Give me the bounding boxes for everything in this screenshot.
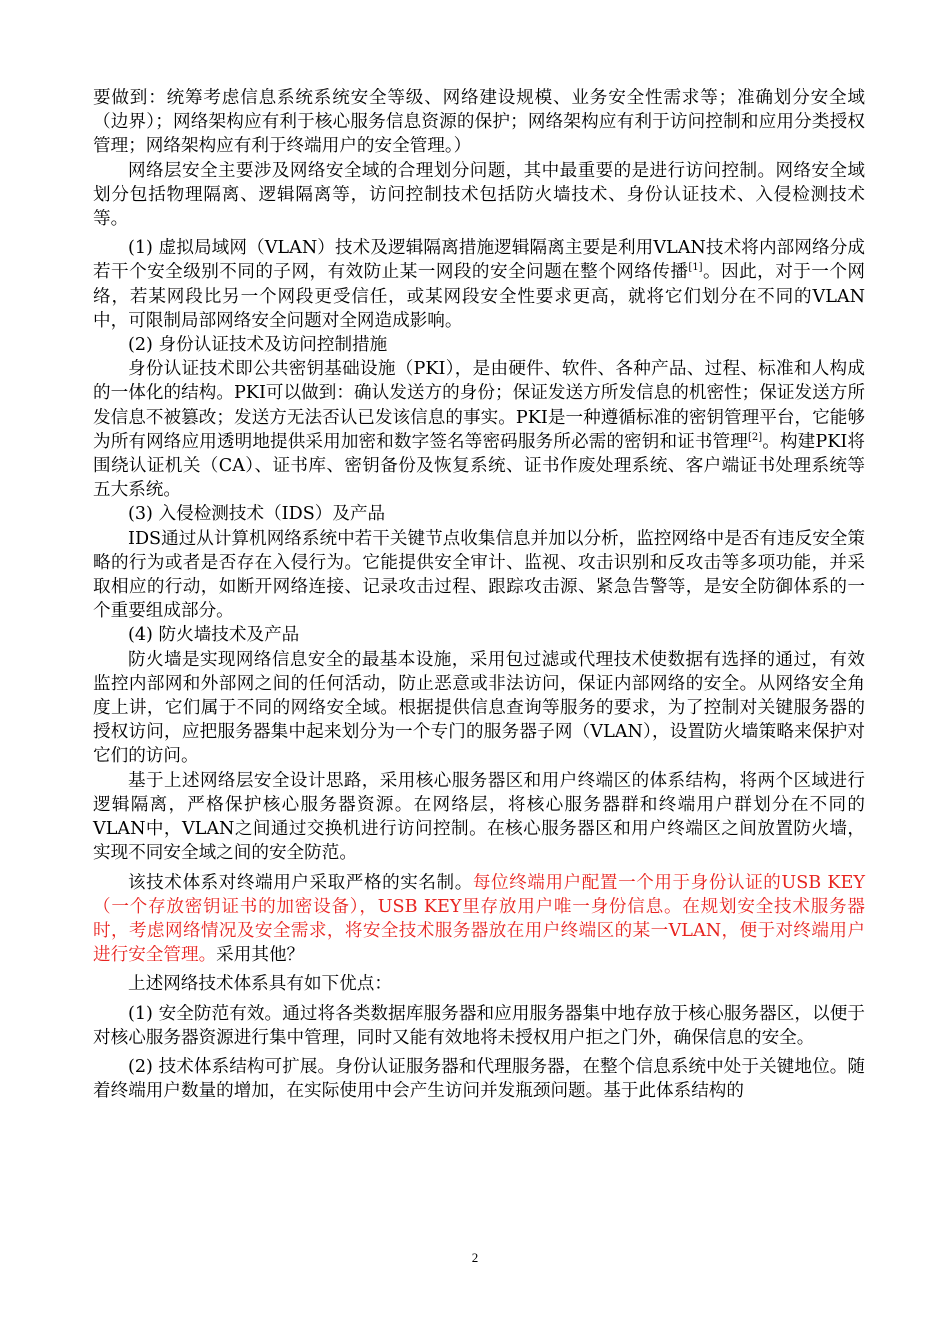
vlan-text-b: 。因此，对于一个网络，若某网段比另一个网段更受信任，或某网段安全性要求更高，就将它们划分在不同的VLAN中，可限制局部网络安全问题对全网造成影响。 — [93, 262, 865, 331]
vlan-text-a: (1) 虚拟局域网（VLAN）技术及逻辑隔离措施逻辑隔离主要是利用VLAN技术将内部网络分成若干个安全级别不同的子网，有效防止某一网段的安全问题在整个网络传播 — [93, 238, 865, 283]
paragraph-continuation: 要做到：统筹考虑信息系统系统安全等级、网络建设规模、业务安全性需求等；准确划分安全域（边界）；网络架构应有利于核心服务信息资源的保护；网络架构应有利于访问控制和应用分类授权管理；网络架构应有利于终端用户的安全管理。） — [93, 88, 865, 157]
paragraph-realname — [93, 871, 865, 968]
page-number: 2 — [471, 1250, 479, 1265]
realname-note: 采用其他？ — [216, 945, 305, 966]
realname-text: 该技术体系对终端用户采取严格的实名制。 — [128, 872, 473, 893]
heading-ids: (3) 入侵检测技术（IDS）及产品 — [128, 504, 386, 525]
paragraph-pki — [93, 357, 865, 502]
paragraph-architecture: 基于上述网络层安全设计思路，采用核心服务器区和用户终端区的体系结构，将两个区域进行逻辑隔离，严格保护核心服务器资源。在网络层，将核心服务器群和终端用户群划分在不同的VLAN中，VLAN之间通过交换机进行访问控制。在核心服务器区和用户终端区之间放置防火墙，实现不同安全域之间的安全防范。 — [93, 770, 865, 864]
paragraph-ids: IDS通过从计算机网络系统中若干关键节点收集信息并加以分析，监控网络中是否有违反安全策略的行为或者是否存在入侵行为。它能提供安全审计、监视、攻击识别和反攻击等多项功能，并采取相应的行动，如断开网络连接、记录攻击过程、跟踪攻击源、紧急告警等，是安全防御体系的一个重要组成部分。 — [93, 528, 865, 622]
paragraph-advantages-intro: 上述网络技术体系具有如下优点： — [128, 974, 392, 995]
usb-key-highlight: 每位终端用户配置一个用于身份认证的USB KEY（一个存放密钥证书的加密设备），USB KEY里存放用户唯一身份信息。在规划安全技术服务器时，考虑网络情况及安全需求，将安全技术服务器放在用户终端区的某一VLAN，便于对终端用户进行安全管理。 — [93, 872, 865, 966]
paragraph-advantage-1: (1) 安全防范有效。通过将各类数据库服务器和应用服务器集中地存放于核心服务器区，以便于对核心服务器资源进行集中管理，同时又能有效地将未授权用户拒之门外，确保信息的安全。 — [93, 1003, 865, 1048]
heading-firewall: (4) 防火墙技术及产品 — [128, 625, 300, 646]
pki-text-a: 身份认证技术即公共密钥基础设施（PKI），是由硬件、软件、各种产品、过程、标准和人构成的一体化的结构。PKI可以做到：确认发送方的身份；保证发送方所发信息的机密性；保证发送方所发信息不被篡改；发送方无法否认已发该信息的事实。PKI是一种遵循标准的密钥管理平台，它能够为所有网络应用透明地提供采用加密和数字签名等密码服务所必需的密钥和证书管理 — [93, 359, 865, 452]
citation-ref-1: [1] — [688, 262, 703, 274]
paragraph-firewall: 防火墙是实现网络信息安全的最基本设施，采用包过滤或代理技术使数据有选择的通过，有效监控内部网和外部网之间的任何活动，防止恶意或非法访问，保证内部网络的安全。从网络安全角度上讲，它们属于不同的网络安全域。根据提供信息查询等服务的要求，为了控制对关键服务器的授权访问，应把服务器集中起来划分为一个专门的服务器子网（VLAN），设置防火墙策略来保护对它们的访问。 — [93, 649, 865, 767]
citation-ref-2: [2] — [747, 431, 763, 443]
document-page — [93, 86, 865, 1103]
paragraph-vlan — [93, 236, 865, 333]
heading-authentication: (2) 身份认证技术及访问控制措施 — [128, 335, 388, 356]
pki-text-b: 。构建PKI将围绕认证机关（CA）、证书库、密钥备份及恢复系统、证书作废处理系统、客户端证书处理系统等五大系统。 — [93, 431, 865, 501]
paragraph-network-layer-security: 网络层安全主要涉及网络安全域的合理划分问题，其中最重要的是进行访问控制。网络安全域划分包括物理隔离、逻辑隔离等，访问控制技术包括防火墙技术、身份认证技术、入侵检测技术等。 — [93, 160, 865, 230]
paragraph-advantage-2: (2) 技术体系结构可扩展。身份认证服务器和代理服务器，在整个信息系统中处于关键地位。随着终端用户数量的增加，在实际使用中会产生访问并发瓶颈问题。基于此体系结构的 — [93, 1056, 865, 1102]
